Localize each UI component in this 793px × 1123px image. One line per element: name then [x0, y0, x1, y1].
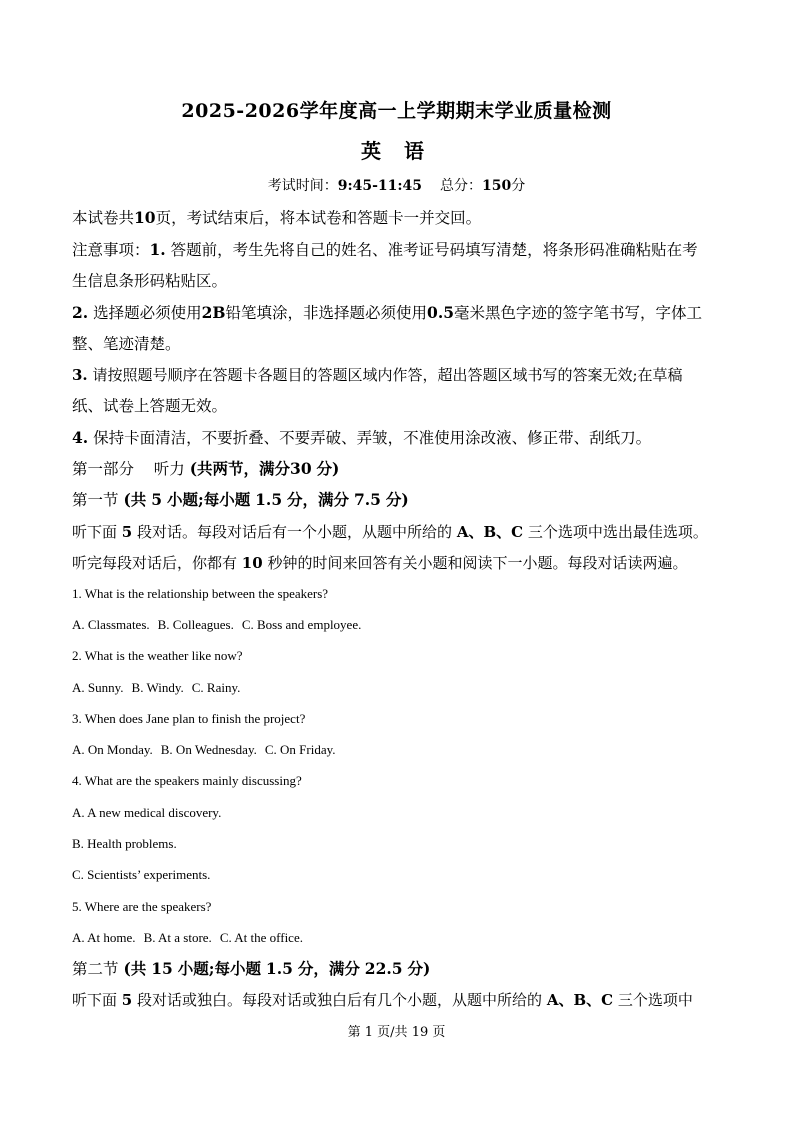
note-3-cont: 纸、试卷上答题无效。 — [72, 397, 228, 415]
note-2: 2. 选择题必须使用2B铅笔填涂，非选择题必须使用0.5毫米黑色字迹的签字笔书写，字体工 — [72, 303, 703, 322]
score-label: 总分： — [440, 178, 483, 194]
instruction-line: 本试卷共10页，考试结束后，将本试卷和答题卡一并交回。 — [72, 208, 482, 227]
question-3-options: A. On Monday. B. On Wednesday. C. On Friday. — [72, 742, 336, 757]
question-2-options: A. Sunny. B. Windy. C. Rainy. — [72, 680, 241, 695]
section2-instruction: 听下面 5 段对话或独白。每段对话或独白后有几个小题，从题中所给的 A、B、C 三个选项中 — [72, 991, 693, 1009]
subject-title: 英 语 — [361, 139, 432, 163]
question-4: 4. What are the speakers mainly discussing? — [72, 773, 302, 788]
note-3: 3. 请按照题号顺序在答题卡各题目的答题区域内作答，超出答题区域书写的答案无效;在草稿 — [72, 366, 683, 384]
time-value: 9:45-11:45 — [337, 178, 423, 194]
section1-heading: 第一节 (共 5 小题;每小题 1.5 分，满分 7.5 分) — [72, 490, 409, 509]
section1-instruction-1: 听下面 5 段对话。每段对话后有一个小题，从题中所给的 A、B、C 三个选项中选出最佳选项。 — [72, 523, 708, 541]
exam-title: 2025-2026学年度高一上学期期末学业质量检测 — [181, 100, 612, 122]
note-1-cont: 生信息条形码粘贴区。 — [72, 272, 228, 290]
question-4-option-a: A. A new medical discovery. — [72, 805, 222, 820]
score-value: 150 — [482, 178, 512, 194]
question-1-options: A. Classmates. B. Colleagues. C. Boss and employee. — [72, 617, 362, 632]
score-unit: 分 — [511, 178, 526, 194]
page-footer: 第 1 页/共 19 页 — [347, 1025, 446, 1040]
note-1: 注意事项：1. 答题前，考生先将自己的姓名、准考证号码填写清楚，将条形码准确粘贴在考 — [72, 240, 698, 259]
question-4-option-b: B. Health problems. — [72, 836, 177, 851]
time-label: 考试时间： — [267, 178, 338, 194]
question-5: 5. Where are the speakers? — [72, 899, 212, 914]
exam-info — [0, 176, 793, 196]
question-3: 3. When does Jane plan to finish the project? — [72, 711, 306, 726]
question-5-options: A. At home. B. At a store. C. At the office. — [72, 930, 303, 945]
note-2-cont: 整、笔迹清楚。 — [72, 335, 181, 353]
section2-heading: 第二节 (共 15 小题;每小题 1.5 分，满分 22.5 分) — [72, 959, 431, 978]
question-2: 2. What is the weather like now? — [72, 648, 243, 663]
part1-heading: 第一部分 听力 (共两节，满分30 分) — [72, 459, 340, 478]
note-4: 4. 保持卡面清洁，不要折叠、不要弄破、弄皱，不准使用涂改液、修正带、刮纸刀。 — [72, 428, 652, 447]
question-4-option-c: C. Scientists’ experiments. — [72, 867, 211, 882]
question-1: 1. What is the relationship between the speakers? — [72, 586, 329, 601]
section1-instruction-2: 听完每段对话后，你都有 10 秒钟的时间来回答有关小题和阅读下一小题。每段对话读两遍。 — [72, 554, 688, 572]
